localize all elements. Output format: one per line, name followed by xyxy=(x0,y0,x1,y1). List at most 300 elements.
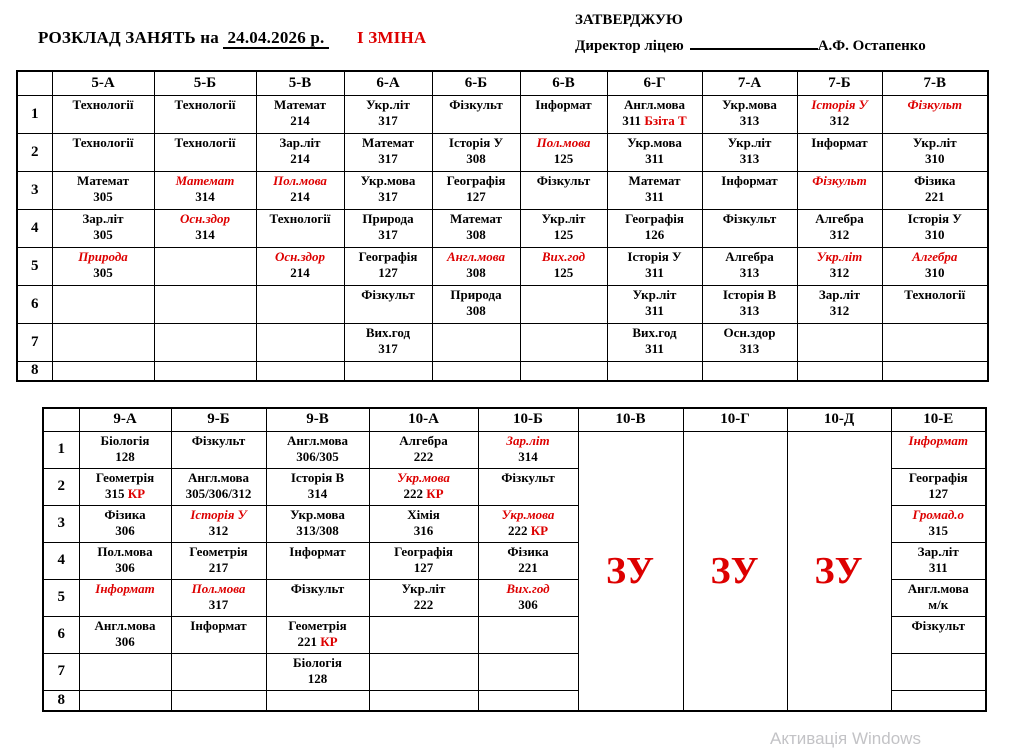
cell-10-Б-lesson-8 xyxy=(478,690,578,711)
room-number: 315 КР xyxy=(104,486,146,502)
cell-10-А-lesson-6 xyxy=(369,616,478,653)
cell-6-А-lesson-4 xyxy=(344,209,432,247)
room-number: 311 Бзіта Т xyxy=(622,113,687,129)
cell-7-В-lesson-8 xyxy=(882,361,988,381)
subject-name: Інформат xyxy=(95,580,155,596)
subject-name: Осн.здор xyxy=(180,210,230,226)
subject-name: Математ xyxy=(628,172,681,188)
approve-label: ЗАТВЕРДЖУЮ xyxy=(575,12,683,28)
room-number: 311 xyxy=(645,151,664,167)
cell-7-В-lesson-3 xyxy=(882,171,988,209)
subject-name: Біологія xyxy=(293,654,342,670)
lesson-number: 8 xyxy=(43,690,79,711)
subject-name: Технології xyxy=(174,96,236,112)
room-number: 312 xyxy=(829,265,850,281)
subject-name: Природа xyxy=(362,210,414,226)
room-number: 317 xyxy=(378,113,398,129)
room-number: 128 xyxy=(307,671,328,687)
cell-10-Б-lesson-4 xyxy=(478,542,578,579)
subject-name: Історія В xyxy=(290,469,345,485)
room-number: 310 xyxy=(925,265,945,281)
cell-6-А-lesson-3 xyxy=(344,171,432,209)
room-number: 314 xyxy=(195,227,215,243)
cell-9-А-lesson-4 xyxy=(79,542,171,579)
subject-name: Англ.мова xyxy=(623,96,686,112)
cell-10-А-lesson-8 xyxy=(369,690,478,711)
cell-5-А-lesson-6 xyxy=(52,285,154,323)
subject-name: Фізкульт xyxy=(361,286,415,302)
cell-9-Б-lesson-6 xyxy=(171,616,266,653)
lesson-row-5 xyxy=(17,247,988,285)
cell-6-Г-lesson-3 xyxy=(607,171,702,209)
room-number: 127 xyxy=(466,189,486,205)
schedule-table-9-10 xyxy=(42,407,987,712)
subject-name: Алгебра xyxy=(815,210,864,226)
room-number: 305/306/312 xyxy=(185,486,252,502)
cell-10-А-lesson-5 xyxy=(369,579,478,616)
subject-name: Зар.літ xyxy=(818,286,861,302)
subject-name: Історія У xyxy=(190,506,247,522)
cell-9-В-lesson-8 xyxy=(266,690,369,711)
cell-5-В-lesson-5 xyxy=(256,247,344,285)
subject-name: Укр.літ xyxy=(727,134,772,150)
subject-name: Укр.мова xyxy=(290,506,345,522)
room-number: 222 КР xyxy=(403,486,444,502)
lesson-number: 6 xyxy=(43,616,79,653)
subject-name: Фізкульт xyxy=(449,96,503,112)
windows-activation-watermark: Активація Windows xyxy=(770,729,921,748)
subject-name: Алгебра xyxy=(912,248,958,264)
cell-5-В-lesson-8 xyxy=(256,361,344,381)
subject-name: Укр.літ xyxy=(912,134,957,150)
cell-6-А-lesson-5 xyxy=(344,247,432,285)
cell-5-Б-lesson-4 xyxy=(154,209,256,247)
subject-name: Зар.літ xyxy=(82,210,124,226)
lesson-row-1 xyxy=(43,431,986,468)
cell-9-А-lesson-5 xyxy=(79,579,171,616)
cell-5-А-lesson-1 xyxy=(52,95,154,133)
room-number: 313 xyxy=(739,303,760,319)
cell-9-Б-lesson-5 xyxy=(171,579,266,616)
room-number: 125 xyxy=(553,265,574,281)
cell-7-В-lesson-5 xyxy=(882,247,988,285)
cell-10-А-lesson-1 xyxy=(369,431,478,468)
class-header-6-А: 6-А xyxy=(344,71,432,95)
room-number: 312 xyxy=(829,303,850,319)
cell-6-Б-lesson-5 xyxy=(432,247,520,285)
subject-name: Інформат xyxy=(721,172,778,188)
subject-name: Укр.мова xyxy=(501,506,555,522)
lesson-number: 8 xyxy=(17,361,52,381)
signature-line xyxy=(690,36,818,50)
subject-name: Вих.год xyxy=(541,248,586,264)
cell-5-Б-lesson-3 xyxy=(154,171,256,209)
room-number: 316 xyxy=(413,523,434,539)
cell-5-В-lesson-1 xyxy=(256,95,344,133)
cell-5-В-lesson-2 xyxy=(256,133,344,171)
cell-7-А-lesson-7 xyxy=(702,323,797,361)
cell-6-А-lesson-6 xyxy=(344,285,432,323)
room-number: 313 xyxy=(739,151,760,167)
class-header-7-А: 7-А xyxy=(702,71,797,95)
cell-6-А-lesson-8 xyxy=(344,361,432,381)
cell-5-А-lesson-5 xyxy=(52,247,154,285)
room-number: 313 xyxy=(739,265,760,281)
subject-name: Фізкульт xyxy=(536,172,591,188)
cell-5-Б-lesson-1 xyxy=(154,95,256,133)
subject-name: Географія xyxy=(908,469,968,485)
subject-name: Геометрія xyxy=(288,617,347,633)
cell-5-Б-lesson-8 xyxy=(154,361,256,381)
cell-6-В-lesson-6 xyxy=(520,285,607,323)
subject-name: Осн.здор xyxy=(275,248,325,264)
cell-10-Е-lesson-5 xyxy=(891,579,986,616)
corner-cell xyxy=(17,71,52,95)
lesson-row-2 xyxy=(17,133,988,171)
cell-5-В-lesson-7 xyxy=(256,323,344,361)
room-number: 313 xyxy=(739,341,760,357)
subject-name: Фізика xyxy=(914,172,956,188)
subject-name: Фізкульт xyxy=(290,580,345,596)
subject-name: Математ xyxy=(362,134,414,150)
cell-7-Б-lesson-6 xyxy=(797,285,882,323)
cell-6-В-lesson-1 xyxy=(520,95,607,133)
cell-5-В-lesson-6 xyxy=(256,285,344,323)
cell-5-Б-lesson-2 xyxy=(154,133,256,171)
subject-name: Фізкульт xyxy=(907,96,962,112)
subject-name: Інформат xyxy=(811,134,868,150)
room-number: 128 xyxy=(115,449,135,465)
room-number: 308 xyxy=(466,303,486,319)
cell-6-Б-lesson-2 xyxy=(432,133,520,171)
subject-name: Англ.мова xyxy=(187,469,250,485)
room-number: 311 xyxy=(645,303,664,319)
subject-name: Історія У xyxy=(627,248,682,264)
room-number: 310 xyxy=(925,227,945,243)
room-number: 222 xyxy=(413,449,434,465)
subject-name: Англ.мова xyxy=(446,248,506,264)
cell-10-Б-lesson-5 xyxy=(478,579,578,616)
subject-name: Укр.літ xyxy=(366,96,410,112)
lesson-row-8 xyxy=(17,361,988,381)
subject-name: Пол.мова xyxy=(191,580,246,596)
room-number: 305 xyxy=(93,227,113,243)
class-header-10-Е: 10-Е xyxy=(891,408,986,431)
subject-name: Укр.літ xyxy=(816,248,863,264)
cell-7-А-lesson-3 xyxy=(702,171,797,209)
lesson-number: 4 xyxy=(17,209,52,247)
cell-5-В-lesson-4 xyxy=(256,209,344,247)
cell-7-А-lesson-2 xyxy=(702,133,797,171)
cell-6-В-lesson-2 xyxy=(520,133,607,171)
cell-6-Б-lesson-3 xyxy=(432,171,520,209)
class-header-9-А: 9-А xyxy=(79,408,171,431)
subject-name: Пол.мова xyxy=(273,172,327,188)
zu-merged-cell-10-Г: ЗУ xyxy=(683,431,787,711)
cell-10-Б-lesson-2 xyxy=(478,468,578,505)
room-number: 222 КР xyxy=(507,523,549,539)
cell-10-Б-lesson-6 xyxy=(478,616,578,653)
schedule-table-5-7 xyxy=(16,70,989,382)
cell-10-А-lesson-2 xyxy=(369,468,478,505)
lesson-number: 7 xyxy=(43,653,79,690)
room-number: 311 xyxy=(645,265,664,281)
cell-9-Б-lesson-1 xyxy=(171,431,266,468)
cell-9-А-lesson-7 xyxy=(79,653,171,690)
room-number: 306/305 xyxy=(296,449,339,465)
subject-name: Фізика xyxy=(104,506,146,522)
subject-name: Укр.мова xyxy=(360,172,416,188)
subject-name: Англ.мова xyxy=(286,432,349,448)
subject-name: Математ xyxy=(450,210,502,226)
table-grades-9-10 xyxy=(42,407,987,712)
cell-6-Г-lesson-2 xyxy=(607,133,702,171)
subject-name: Пол.мова xyxy=(97,543,153,559)
cell-7-А-lesson-8 xyxy=(702,361,797,381)
subject-name: Укр.літ xyxy=(541,210,586,226)
cell-9-Б-lesson-8 xyxy=(171,690,266,711)
cell-9-В-lesson-3 xyxy=(266,505,369,542)
subject-name: Природа xyxy=(78,248,128,264)
cell-7-Б-lesson-4 xyxy=(797,209,882,247)
cell-9-А-lesson-1 xyxy=(79,431,171,468)
subject-name: Технології xyxy=(72,96,134,112)
room-number: 306 xyxy=(115,634,135,650)
class-header-6-В: 6-В xyxy=(520,71,607,95)
cell-7-Б-lesson-3 xyxy=(797,171,882,209)
room-number: 311 xyxy=(645,189,664,205)
cell-5-А-lesson-8 xyxy=(52,361,154,381)
room-number: 313/308 xyxy=(296,523,339,539)
subject-name: Вих.год xyxy=(365,324,411,340)
subject-name: Зар.літ xyxy=(279,134,321,150)
room-number: 222 xyxy=(413,597,434,613)
subject-name: Математ xyxy=(274,96,326,112)
room-number: 310 xyxy=(925,151,945,167)
room-number: 308 xyxy=(466,227,486,243)
cell-7-Б-lesson-7 xyxy=(797,323,882,361)
subject-name: Інформат xyxy=(908,432,968,448)
subject-name: Англ.мова xyxy=(907,580,969,596)
cell-6-Г-lesson-6 xyxy=(607,285,702,323)
cell-7-А-lesson-4 xyxy=(702,209,797,247)
cell-9-В-lesson-6 xyxy=(266,616,369,653)
cell-7-Б-lesson-8 xyxy=(797,361,882,381)
cell-6-Б-lesson-1 xyxy=(432,95,520,133)
class-header-10-Д: 10-Д xyxy=(787,408,891,431)
class-header-10-Г: 10-Г xyxy=(683,408,787,431)
subject-name: Історія У xyxy=(448,134,504,150)
room-number: 305 xyxy=(93,189,113,205)
cell-9-В-lesson-2 xyxy=(266,468,369,505)
room-number: 312 xyxy=(208,523,229,539)
cell-7-В-lesson-1 xyxy=(882,95,988,133)
room-number: 311 xyxy=(928,560,948,576)
cell-6-Б-lesson-7 xyxy=(432,323,520,361)
subject-name: Укр.мова xyxy=(397,469,450,485)
lesson-number: 1 xyxy=(43,431,79,468)
cell-5-А-lesson-2 xyxy=(52,133,154,171)
subject-name: Інформат xyxy=(190,617,247,633)
subject-name: Фізкульт xyxy=(501,469,555,485)
room-number: 313 xyxy=(739,113,760,129)
cell-9-А-lesson-8 xyxy=(79,690,171,711)
cell-10-Е-lesson-2 xyxy=(891,468,986,505)
cell-7-Б-lesson-5 xyxy=(797,247,882,285)
subject-name: Фізкульт xyxy=(722,210,777,226)
cell-10-А-lesson-4 xyxy=(369,542,478,579)
room-number: 214 xyxy=(290,265,310,281)
room-number: 127 xyxy=(413,560,434,576)
title-text: РОЗКЛАД ЗАНЯТЬ на xyxy=(38,28,219,47)
room-number: 317 xyxy=(378,341,398,357)
class-header-10-В: 10-В xyxy=(578,408,683,431)
cell-5-Б-lesson-5 xyxy=(154,247,256,285)
cell-7-В-lesson-4 xyxy=(882,209,988,247)
room-number: 317 xyxy=(208,597,229,613)
subject-name: Вих.год xyxy=(632,324,677,340)
subject-name: Алгебра xyxy=(725,248,774,264)
class-header-6-Б: 6-Б xyxy=(432,71,520,95)
room-number: 308 xyxy=(466,265,486,281)
subject-name: Географія xyxy=(394,543,453,559)
class-header-5-А: 5-А xyxy=(52,71,154,95)
cell-6-Г-lesson-4 xyxy=(607,209,702,247)
class-header-7-Б: 7-Б xyxy=(797,71,882,95)
lesson-number: 4 xyxy=(43,542,79,579)
subject-name: Геометрія xyxy=(95,469,155,485)
subject-name: Математ xyxy=(175,172,235,188)
room-number: 305 xyxy=(93,265,113,281)
approval-block xyxy=(575,12,926,55)
subject-name: Математ xyxy=(77,172,129,188)
room-number: 311 xyxy=(645,341,664,357)
subject-name: Зар.літ xyxy=(506,432,550,448)
subject-name: Укр.мова xyxy=(627,134,682,150)
room-number: 306 xyxy=(115,523,135,539)
class-header-10-А: 10-А xyxy=(369,408,478,431)
cell-5-Б-lesson-7 xyxy=(154,323,256,361)
subject-name: Географія xyxy=(446,172,506,188)
zu-merged-cell-10-Д: ЗУ xyxy=(787,431,891,711)
subject-name: Природа xyxy=(450,286,502,302)
subject-name: Інформат xyxy=(535,96,592,112)
cell-5-А-lesson-7 xyxy=(52,323,154,361)
cell-7-В-lesson-6 xyxy=(882,285,988,323)
class-header-5-Б: 5-Б xyxy=(154,71,256,95)
room-number: 127 xyxy=(928,486,948,502)
cell-9-А-lesson-3 xyxy=(79,505,171,542)
cell-9-Б-lesson-7 xyxy=(171,653,266,690)
cell-7-Б-lesson-1 xyxy=(797,95,882,133)
room-number: м/к xyxy=(928,597,949,613)
subject-name: Фізкульт xyxy=(911,617,966,633)
subject-name: Історія У xyxy=(811,96,868,112)
room-number: 315 xyxy=(928,523,948,539)
room-number: 317 xyxy=(378,227,398,243)
lesson-number: 3 xyxy=(43,505,79,542)
cell-9-Б-lesson-2 xyxy=(171,468,266,505)
subject-name: Укр.мова xyxy=(722,96,777,112)
cell-9-А-lesson-6 xyxy=(79,616,171,653)
lesson-row-4 xyxy=(17,209,988,247)
subject-name: Історія В xyxy=(722,286,777,302)
class-header-7-В: 7-В xyxy=(882,71,988,95)
subject-name: Технології xyxy=(174,134,236,150)
lesson-number: 2 xyxy=(43,468,79,505)
room-number: 306 xyxy=(115,560,135,576)
cell-6-Б-lesson-6 xyxy=(432,285,520,323)
room-number: 126 xyxy=(644,227,665,243)
cell-6-В-lesson-5 xyxy=(520,247,607,285)
room-number: 125 xyxy=(553,227,574,243)
shift-label: І ЗМІНА xyxy=(356,28,427,47)
room-number: 214 xyxy=(290,189,310,205)
room-number: 314 xyxy=(195,189,215,205)
class-header-9-В: 9-В xyxy=(266,408,369,431)
room-number: 214 xyxy=(290,151,310,167)
lesson-row-7 xyxy=(17,323,988,361)
cell-6-А-lesson-2 xyxy=(344,133,432,171)
room-number: 306 xyxy=(518,597,538,613)
cell-5-А-lesson-3 xyxy=(52,171,154,209)
subject-name: Технології xyxy=(72,134,134,150)
cell-6-Б-lesson-4 xyxy=(432,209,520,247)
cell-9-В-lesson-1 xyxy=(266,431,369,468)
subject-name: Інформат xyxy=(289,543,346,559)
cell-5-В-lesson-3 xyxy=(256,171,344,209)
director-name: А.Ф. Остапенко xyxy=(817,38,926,54)
class-header-9-Б: 9-Б xyxy=(171,408,266,431)
lesson-number: 2 xyxy=(17,133,52,171)
page-title xyxy=(38,28,426,48)
room-number: 221 КР xyxy=(297,634,338,650)
cell-10-Е-lesson-7 xyxy=(891,653,986,690)
lesson-number: 7 xyxy=(17,323,52,361)
cell-5-А-lesson-4 xyxy=(52,209,154,247)
table-grades-5-7 xyxy=(16,70,989,382)
room-number: 312 xyxy=(829,227,850,243)
room-number: 308 xyxy=(466,151,486,167)
cell-6-Г-lesson-7 xyxy=(607,323,702,361)
cell-10-Е-lesson-6 xyxy=(891,616,986,653)
subject-name: Технології xyxy=(269,210,331,226)
cell-9-А-lesson-2 xyxy=(79,468,171,505)
class-header-6-Г: 6-Г xyxy=(607,71,702,95)
cell-9-В-lesson-5 xyxy=(266,579,369,616)
cell-7-А-lesson-1 xyxy=(702,95,797,133)
subject-name: Фізика xyxy=(507,543,549,559)
subject-name: Фізкульт xyxy=(191,432,246,448)
cell-7-А-lesson-6 xyxy=(702,285,797,323)
subject-name: Алгебра xyxy=(399,432,448,448)
lesson-number: 5 xyxy=(43,579,79,616)
class-header-5-В: 5-В xyxy=(256,71,344,95)
subject-name: Технології xyxy=(904,286,966,302)
subject-name: Біологія xyxy=(100,432,150,448)
cell-7-Б-lesson-2 xyxy=(797,133,882,171)
cell-10-А-lesson-7 xyxy=(369,653,478,690)
subject-name: Вих.год xyxy=(506,580,550,596)
cell-7-В-lesson-7 xyxy=(882,323,988,361)
cell-6-А-lesson-1 xyxy=(344,95,432,133)
lesson-number: 3 xyxy=(17,171,52,209)
cell-6-Г-lesson-1 xyxy=(607,95,702,133)
subject-name: Укр.літ xyxy=(632,286,677,302)
cell-10-Б-lesson-3 xyxy=(478,505,578,542)
cell-10-Е-lesson-3 xyxy=(891,505,986,542)
lesson-number: 1 xyxy=(17,95,52,133)
